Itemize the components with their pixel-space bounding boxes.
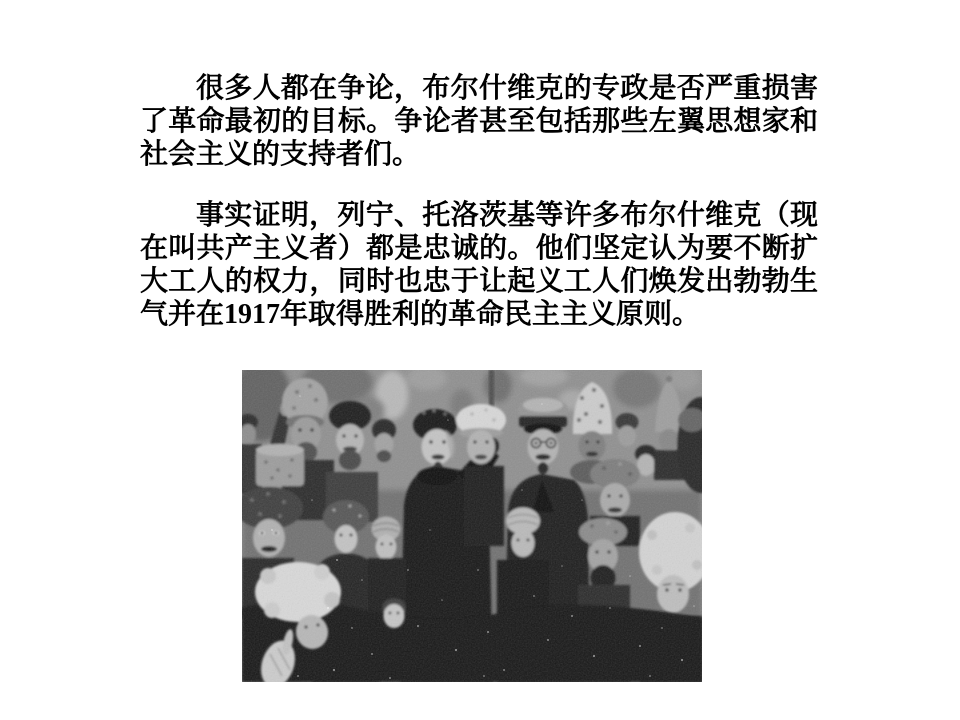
paragraph-2: 事实证明，列宁、托洛茨基等许多布尔什维克（现在叫共产主义者）都是忠诚的。他们坚定认为要不断扩大工人的权力，同时也忠于让起义工人们焕发出勃勃生气并在1917年取得胜利的革命民主主义原则。 [140, 200, 818, 330]
slide-text-block [140, 72, 818, 331]
crowd-photo [242, 370, 702, 682]
film-grain-overlay [242, 370, 702, 682]
paragraph-1: 很多人都在争论，布尔什维克的专政是否严重损害了革命最初的目标。争论者甚至包括那些左翼思想家和社会主义的支持者们。 [140, 73, 818, 170]
crowd-photo-graphic [242, 370, 702, 682]
